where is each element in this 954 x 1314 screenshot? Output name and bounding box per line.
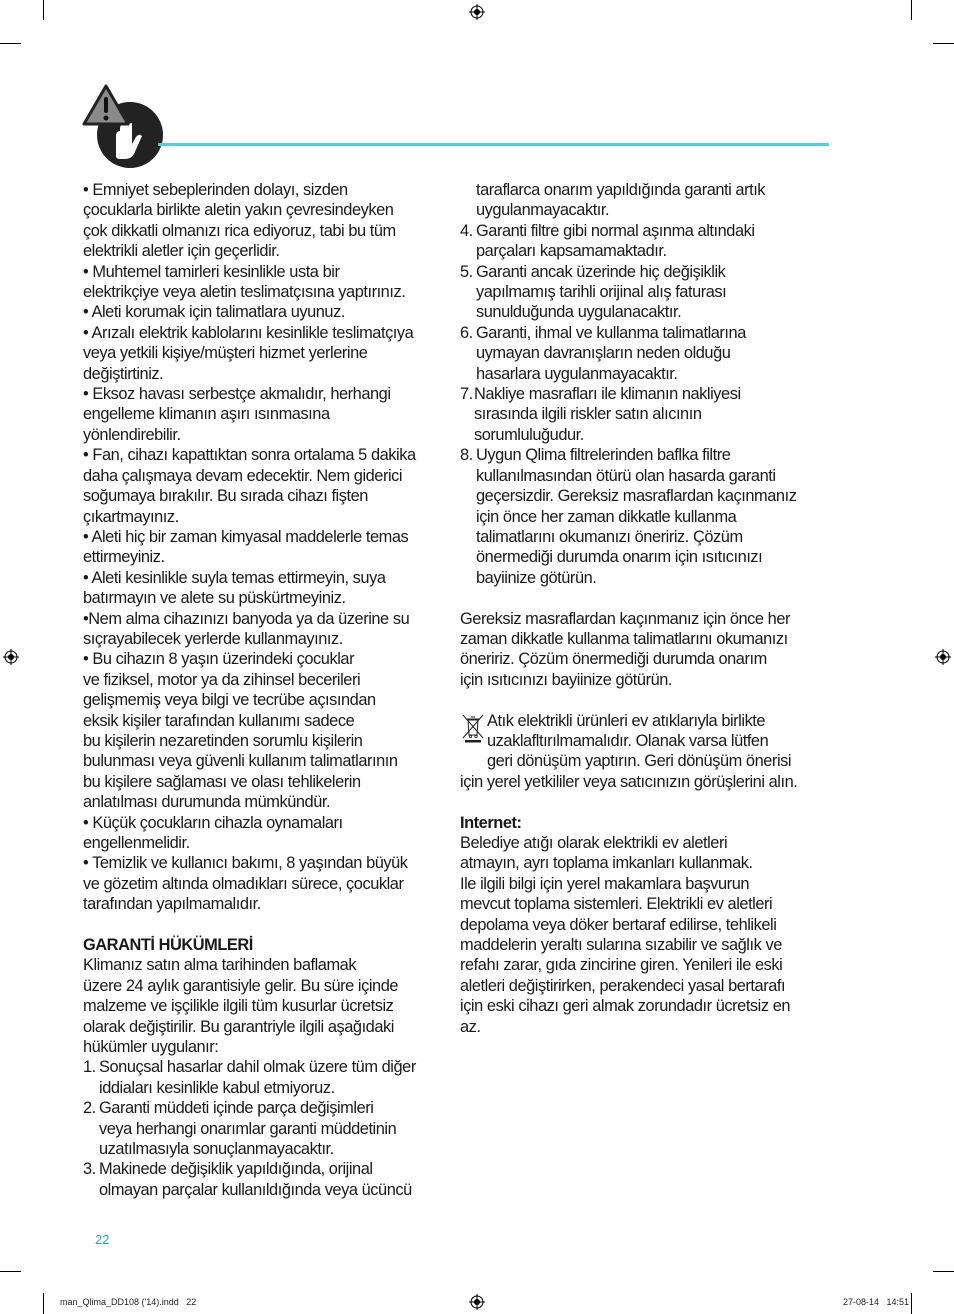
list-item: • Emniyet sebeplerinden dolayı, sizden çocuklarla birlikte aletin yakın çevresindeyken çok dikkatli olmanızı rica ediyoruz, tabi bu tüm elektrikli aletler için geçerlidir. [83, 181, 396, 261]
list-item: • Fan, cihazı kapattıktan sonra ortalama 5 dakika daha çalışmaya devam edecektir. Nem giderici soğumaya bırakılır. Bu sırada cihazı fişten çıkartmayınız. [83, 446, 416, 526]
internet-paragraph: Belediye atığı olarak elektrikli ev aletleri atmayın, ayrı toplama imkanları kullanmak. Ile ilgili bilgi için yerel makamlara başvurun mevcut toplama sistemleri. Elektrikli ev aletleri depolama veya döker bertaraf edilirse, tehlikeli maddelerin yeraltı sularına sızabilir ve sağlık ve refahı zarar, gıda zincirine giren. Yenileri ile eski aletleri değiştirirken, perakendeci yasal bertarafı için eski cihazı geri almak zorundadır ücretsiz en az. [460, 833, 791, 1036]
footer-file-label: man_Qlima_DD108 ('14).indd 22 [60, 1297, 197, 1307]
guarantee-clause: 7. Nakliye masrafları ile klimanın nakliyesi sırasında ilgili riskler satın alıcının sorumluluğudur. [460, 385, 741, 444]
registration-mark-icon [3, 649, 19, 665]
guarantee-clause: 3. Makinede değişiklik yapıldığında, orijinal olmayan parçalar kullanıldığında veya ücüncü [83, 1160, 412, 1199]
crop-mark [43, 0, 44, 20]
list-item: • Eksoz havası serbestçe akmalıdır, herhangi engelleme klimanın aşırı ısınmasına yönlendirebilir. [83, 385, 391, 444]
list-item: • Aleti hiç bir zaman kimyasal maddelerle temas ettirmeyiniz. [83, 527, 409, 567]
list-item: • Aleti korumak için talimatlara uyunuz. [83, 303, 345, 322]
advice-paragraph: Gereksiz masraflardan kaçınmanız için önce her zaman dikkatle kullanma talimatlarını okumanızı öneririz. Çözüm önermediği durumda onarım için ısıtıcınızı bayiinize götürün. [460, 609, 791, 689]
weee-notice: Atık elektrikli ürünleri ev atıklarıyla birlikte uzaklafltırılmamalıdır. Olanak varsa lütfen geri dönüşüm yaptırın. Geri dönüşüm önerisi için yerel yetkililer veya satıcınızın görüşlerini alın. [460, 711, 798, 791]
guarantee-heading: GARANTİ HÜKÜMLERİ [83, 936, 253, 955]
list-item: • Arızalı elektrik kablolarını kesinlikle teslimatçıya veya yetkili kişiye/müşteri hizmet yerlerine değiştirtiniz. [83, 323, 414, 383]
list-item: • Aleti kesinlikle suyla temas ettirmeyin, suya batırmayın ve alete su püskürtmeyiniz. [83, 568, 386, 608]
safety-bullet-list [83, 180, 451, 915]
guarantee-clause: 8. Uygun Qlima filtrelerinden baflka filtre kullanılmasından ötürü olan hasarda garanti geçersizdir. Gereksiz masraflardan kaçınmanız için önce her zaman dikkatle kullanma talimatlarını okumanızı öneririz. Çözüm önermediği durumda onarım için ısıtıcınızı bayiinize götürün. [460, 446, 797, 587]
crop-mark [43, 1293, 44, 1314]
crop-mark [0, 43, 21, 44]
crop-mark [911, 1293, 912, 1314]
header-accent-rule [158, 143, 829, 146]
right-column [460, 180, 832, 1037]
footer-date-label: 27-08-14 14:51 [843, 1297, 910, 1307]
crop-mark [933, 1271, 954, 1272]
internet-heading: Internet: [460, 813, 522, 832]
crop-mark [911, 0, 912, 20]
list-item: • Bu cihazın 8 yaşın üzerindeki çocuklar ve fiziksel, motor ya da zihinsel becerileri gelişmemiş veya bilgi ve tecrübe açısından eksik kişiler tarafından kullanımı sadece bu kişilerin nezaretinden sorumlu kişilerin bulunması veya güvenli kullanım talimatlarının bu kişilere sağlaması ve olası tehlikelerin anlatılması durumunda mümkündür. [83, 650, 398, 812]
guarantee-clause-list [83, 1057, 451, 1200]
list-item: • Temizlik ve kullanıcı bakımı, 8 yaşından büyük ve gözetim altında olmadıkları sürece, çocuklar tarafından yapılmamalıdır. [83, 854, 408, 914]
list-item: • Muhtemel tamirleri kesinlikle usta bir elektrikçiye veya aletin teslimatçısına yaptırınız. [83, 262, 406, 302]
registration-mark-icon [469, 1294, 485, 1310]
list-item: •Nem alma cihazınızı banyoda ya da üzerine su sıçrayabilecek yerlerde kullanmayınız. [83, 609, 410, 648]
guarantee-clause: 2. Garanti müddeti içinde parça değişimleri veya herhangi onarımlar garanti müddetinin uzatılmasıyla sonuçlanmayacaktır. [83, 1099, 397, 1159]
guarantee-clause-continued: taraflarca onarım yapıldığında garanti artık uygulanmayacaktır. [476, 181, 766, 220]
guarantee-clause: 6. Garanti, ihmal ve kullanma talimatlarına uymayan davranışların neden olduğu hasarlara uygulanmayacaktır. [460, 323, 746, 383]
guarantee-clause: 1. Sonuçsal hasarlar dahil olmak üzere tüm diğer iddiaları kesinlikle kabul etmiyoruz. [83, 1058, 416, 1097]
guarantee-intro: Klimanız satın alma tarihinden baflamak üzere 24 aylık garantisiyle gelir. Bu süre içinde malzeme ve işçilikle ilgili tüm kusurlar ücretsiz olarak değiştirilir. Bu garantriyle ilgili aşağıdaki hükümler uygulanır: [83, 956, 399, 1057]
guarantee-clause: 4. Garanti filtre gibi normal aşınma altındaki parçaları kapsamamaktadır. [460, 221, 755, 261]
crop-mark [0, 1271, 21, 1272]
registration-mark-icon [935, 649, 951, 665]
registration-mark-icon [469, 4, 485, 20]
guarantee-clause: 5. Garanti ancak üzerinde hiç değişiklik yapılmamış tarihli orijinal alış faturası sunulduğunda uygulanacaktır. [460, 262, 727, 322]
left-column [83, 180, 451, 1200]
crossed-bin-icon [462, 713, 484, 743]
list-item: • Küçük çocukların cihazla oynamaları engellenmelidir. [83, 813, 343, 852]
warning-hand-icon [82, 84, 166, 174]
crop-mark [933, 43, 954, 44]
page-number: 22 [95, 1232, 110, 1247]
